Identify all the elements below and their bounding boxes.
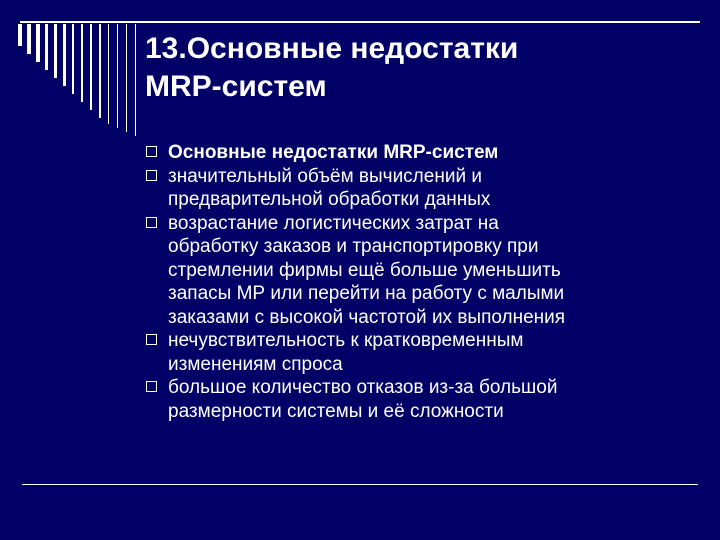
title-line: MRP-систем <box>145 70 327 103</box>
decor-bar <box>126 24 127 132</box>
hollow-square-icon <box>146 146 157 157</box>
hollow-square-icon <box>146 334 157 345</box>
bullet-line: заказами с высокой частотой их выполнения <box>168 306 566 328</box>
bullet-text <box>168 141 706 165</box>
decor-bar <box>81 24 83 102</box>
decor-bar <box>63 24 66 86</box>
decor-bar <box>72 24 74 94</box>
hollow-square-icon <box>146 217 157 228</box>
bullet-item <box>146 376 706 423</box>
bullet-text <box>168 329 706 376</box>
decor-bar <box>117 24 118 128</box>
bullet-text <box>168 376 706 423</box>
bullet-text <box>168 165 706 212</box>
decor-bar <box>54 24 57 78</box>
decor-bar <box>36 24 40 62</box>
bullet-item <box>146 141 706 165</box>
bullet-line: Основные недостатки MRP-систем <box>168 142 499 163</box>
slide-title <box>145 30 685 106</box>
decor-bar <box>90 24 92 110</box>
bullet-line: запасы МР или перейти на работу с малыми <box>168 283 565 304</box>
hollow-square-icon <box>146 381 157 392</box>
decor-bar <box>108 24 109 124</box>
bullet-line: возрастание логистических затрат на <box>168 212 499 234</box>
bullet-item <box>146 165 706 212</box>
decor-bar <box>135 24 136 136</box>
vertical-bars-decoration <box>18 24 148 136</box>
bullet-item <box>146 212 706 330</box>
decor-bar <box>99 24 101 118</box>
bullet-item <box>146 329 706 376</box>
bottom-rule <box>22 484 698 485</box>
top-rule <box>20 21 700 23</box>
decor-bar <box>27 24 31 54</box>
title-line: 13.Основные недостатки <box>145 32 519 65</box>
bullet-line: значительный объём вычислений и <box>168 165 482 187</box>
bullet-list <box>146 141 706 423</box>
bullet-line: размерности системы и её сложности <box>168 400 504 422</box>
bullet-line: предварительной обработки данных <box>168 189 491 210</box>
bullet-line: обработку заказов и транспортировку при <box>168 236 539 257</box>
bullet-text <box>168 212 706 330</box>
bullet-line: изменениям спроса <box>168 353 343 375</box>
bullet-line: большое количество отказов из-за большой <box>168 377 558 398</box>
hollow-square-icon <box>146 170 157 181</box>
bullet-line: нечувствительность к кратковременным <box>168 330 524 351</box>
bullet-line: стремлении фирмы ещё больше уменьшить <box>168 259 561 281</box>
decor-bar <box>18 24 22 46</box>
decor-bar <box>45 24 48 70</box>
